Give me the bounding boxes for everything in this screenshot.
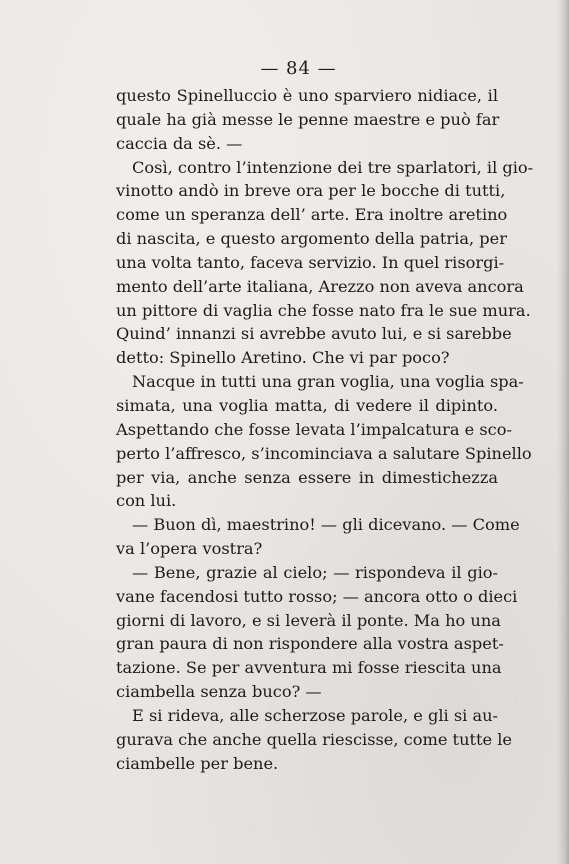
text-line: ciambelle per bene.	[116, 753, 279, 773]
text-line: questo Spinelluccio è uno sparviero nidiace, il	[116, 86, 498, 105]
text-line: come un speranza dell’ arte. Era inoltre aretino	[116, 205, 508, 225]
text-line: Così, contro l’intenzione dei tre sparlatori, il gio-	[132, 157, 534, 177]
text-line: E si rideva, alle scherzose parole, e gli si au-	[132, 705, 498, 725]
text-line: Nacque in tutti una gran voglia, una voglia spa-	[132, 372, 524, 392]
text-line: con lui.	[116, 491, 177, 511]
text-line: detto: Spinello Aretino. Che vi par poco?	[116, 348, 450, 368]
text-line: una volta tanto, faceva servizio. In quel risorgi-	[116, 252, 505, 272]
text-line: Quind’ innanzi si avrebbe avuto lui, e si sarebbe	[116, 324, 512, 344]
text-line: caccia da sè. —	[116, 133, 243, 153]
text-line: va l’opera vostra?	[116, 539, 263, 559]
body-text	[116, 84, 534, 775]
text-line: gran paura di non rispondere alla vostra aspet-	[116, 634, 504, 654]
text-line: ciambella senza buco? —	[116, 682, 322, 702]
text-line: giorni di lavoro, e si leverà il ponte. Ma ho una	[116, 610, 501, 630]
text-line: mento dell’arte italiana, Arezzo non aveva ancora	[116, 276, 524, 296]
text-line: vane facendosi tutto rosso; — ancora otto o dieci	[116, 586, 518, 606]
text-line: gurava che anche quella riescisse, come tutte le	[116, 729, 512, 749]
text-line: — Buon dì, maestrino! — gli dicevano. — Come	[132, 515, 520, 535]
text-line: tazione. Se per avventura mi fosse riescita una	[116, 658, 502, 678]
text-line: un pittore di vaglia che fosse nato fra le sue mura.	[116, 300, 531, 320]
text-line: quale ha già messe le penne maestre e può far	[116, 109, 500, 129]
text-line: vinotto andò in breve ora per le bocche di tutti,	[116, 181, 506, 201]
page-edge-shadow	[557, 0, 569, 864]
text-line: — Bene, grazie al cielo; — rispondeva il gio-	[132, 562, 498, 582]
text-line: perto l’affresco, s’incominciava a salutare Spinello	[116, 443, 532, 463]
text-line: per via, anche senza essere in dimestichezza	[116, 467, 498, 487]
text-line: Aspettando che fosse levata l’impalcatura e sco-	[116, 419, 512, 439]
text-line: di nascita, e questo argomento della patria, per	[116, 229, 507, 249]
page-number: — 84 —	[260, 58, 337, 79]
text-line: simata, una voglia matta, di vedere il dipinto.	[116, 395, 498, 415]
